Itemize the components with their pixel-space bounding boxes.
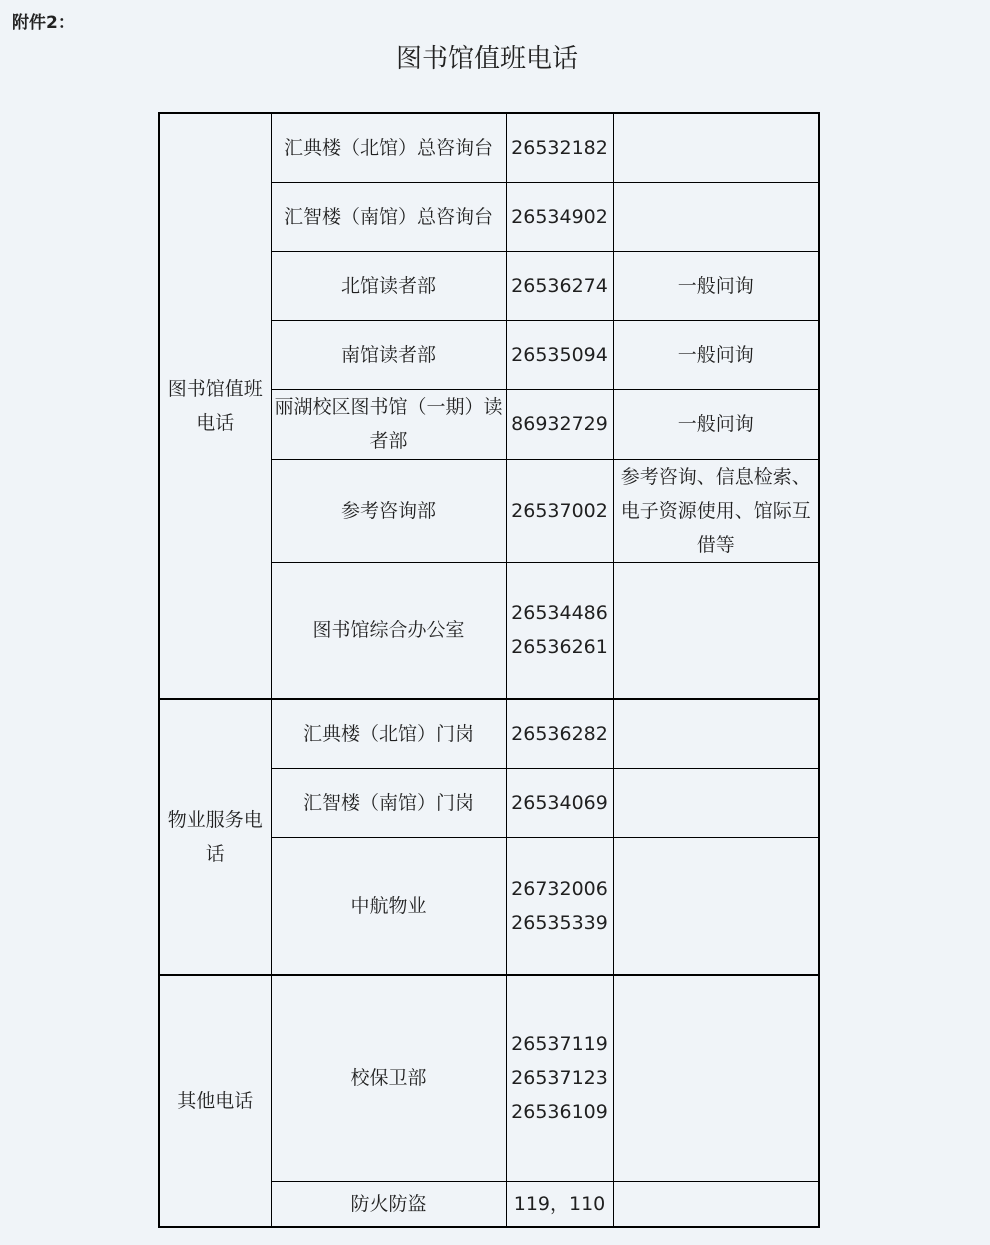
note-cell (613, 562, 819, 699)
duty-phone-table (158, 112, 820, 1228)
note-label: 一般问询 (677, 413, 754, 435)
phone-number: 119，110 (513, 1192, 606, 1215)
department-cell (271, 320, 506, 389)
department-cell (271, 182, 506, 251)
phone-number: 26732006 (511, 877, 608, 900)
department-cell (271, 1181, 506, 1227)
note-cell (613, 1181, 819, 1227)
department-label: 丽湖校区图书馆（一期）读者部 (274, 396, 503, 452)
phone-number: 26537119 (511, 1033, 608, 1056)
phone-cell (506, 182, 613, 251)
phone-cell (506, 562, 613, 699)
phone-number: 26534902 (511, 205, 608, 228)
department-cell (271, 389, 506, 459)
department-cell (271, 699, 506, 768)
department-cell (271, 975, 506, 1181)
phone-cell (506, 768, 613, 837)
phone-cell (506, 389, 613, 459)
phone-number: 26534069 (511, 791, 608, 814)
category-label: 其他电话 (177, 1090, 254, 1112)
note-label: 参考咨询、信息检索、电子资源使用、馆际互借等 (620, 465, 811, 556)
note-cell (613, 768, 819, 837)
department-label: 汇智楼（南馆）总咨询台 (283, 205, 493, 228)
phone-cell (506, 699, 613, 768)
department-cell (271, 459, 506, 562)
phone-cell (506, 459, 613, 562)
department-label: 参考咨询部 (340, 499, 436, 522)
department-label: 防火防盗 (350, 1192, 427, 1215)
phone-number: 26532182 (511, 136, 608, 159)
phone-number: 26537002 (511, 499, 608, 522)
phone-number: 86932729 (511, 413, 608, 435)
category-label: 物业服务电话 (167, 809, 263, 865)
table-group (159, 699, 819, 975)
department-cell (271, 251, 506, 320)
phone-cell (506, 1181, 613, 1227)
category-label: 图书馆值班电话 (167, 378, 263, 434)
phone-number: 26534486 (511, 602, 608, 625)
note-cell (613, 975, 819, 1181)
phone-cell (506, 837, 613, 975)
phone-number: 26536261 (511, 636, 608, 659)
department-label: 南馆读者部 (340, 343, 436, 366)
table-group (159, 975, 819, 1227)
department-label: 汇典楼（北馆）总咨询台 (283, 136, 493, 159)
phone-number: 26537123 (511, 1067, 608, 1090)
department-cell (271, 837, 506, 975)
phone-number: 26536109 (511, 1101, 608, 1124)
attachment-label: 附件2： (12, 13, 75, 33)
phone-cell (506, 320, 613, 389)
phone-number: 26535094 (511, 343, 608, 366)
department-cell (271, 113, 506, 182)
phone-cell (506, 113, 613, 182)
note-cell (613, 699, 819, 768)
table-group (159, 113, 819, 699)
note-cell (613, 320, 819, 389)
note-label: 一般问询 (677, 343, 754, 366)
phone-cell (506, 251, 613, 320)
phone-number: 26536282 (511, 722, 608, 745)
category-cell (159, 113, 271, 699)
department-label: 中航物业 (350, 894, 427, 917)
department-label: 北馆读者部 (340, 274, 436, 297)
department-label: 汇智楼（南馆）门岗 (302, 791, 474, 814)
phone-number: 26535339 (511, 911, 608, 934)
note-cell (613, 182, 819, 251)
note-cell (613, 837, 819, 975)
department-cell (271, 562, 506, 699)
department-label: 图书馆综合办公室 (312, 619, 465, 642)
note-cell (613, 113, 819, 182)
page-title: 图书馆值班电话 (395, 44, 578, 74)
department-label: 校保卫部 (350, 1067, 427, 1090)
category-cell (159, 975, 271, 1227)
note-label: 一般问询 (677, 274, 754, 297)
table-row (159, 699, 819, 768)
phone-cell (506, 975, 613, 1181)
table-row (159, 975, 819, 1181)
department-cell (271, 768, 506, 837)
note-cell (613, 389, 819, 459)
note-cell (613, 459, 819, 562)
department-label: 汇典楼（北馆）门岗 (302, 722, 474, 745)
note-cell (613, 251, 819, 320)
phone-number: 26536274 (511, 274, 608, 297)
category-cell (159, 699, 271, 975)
table-row (159, 113, 819, 182)
